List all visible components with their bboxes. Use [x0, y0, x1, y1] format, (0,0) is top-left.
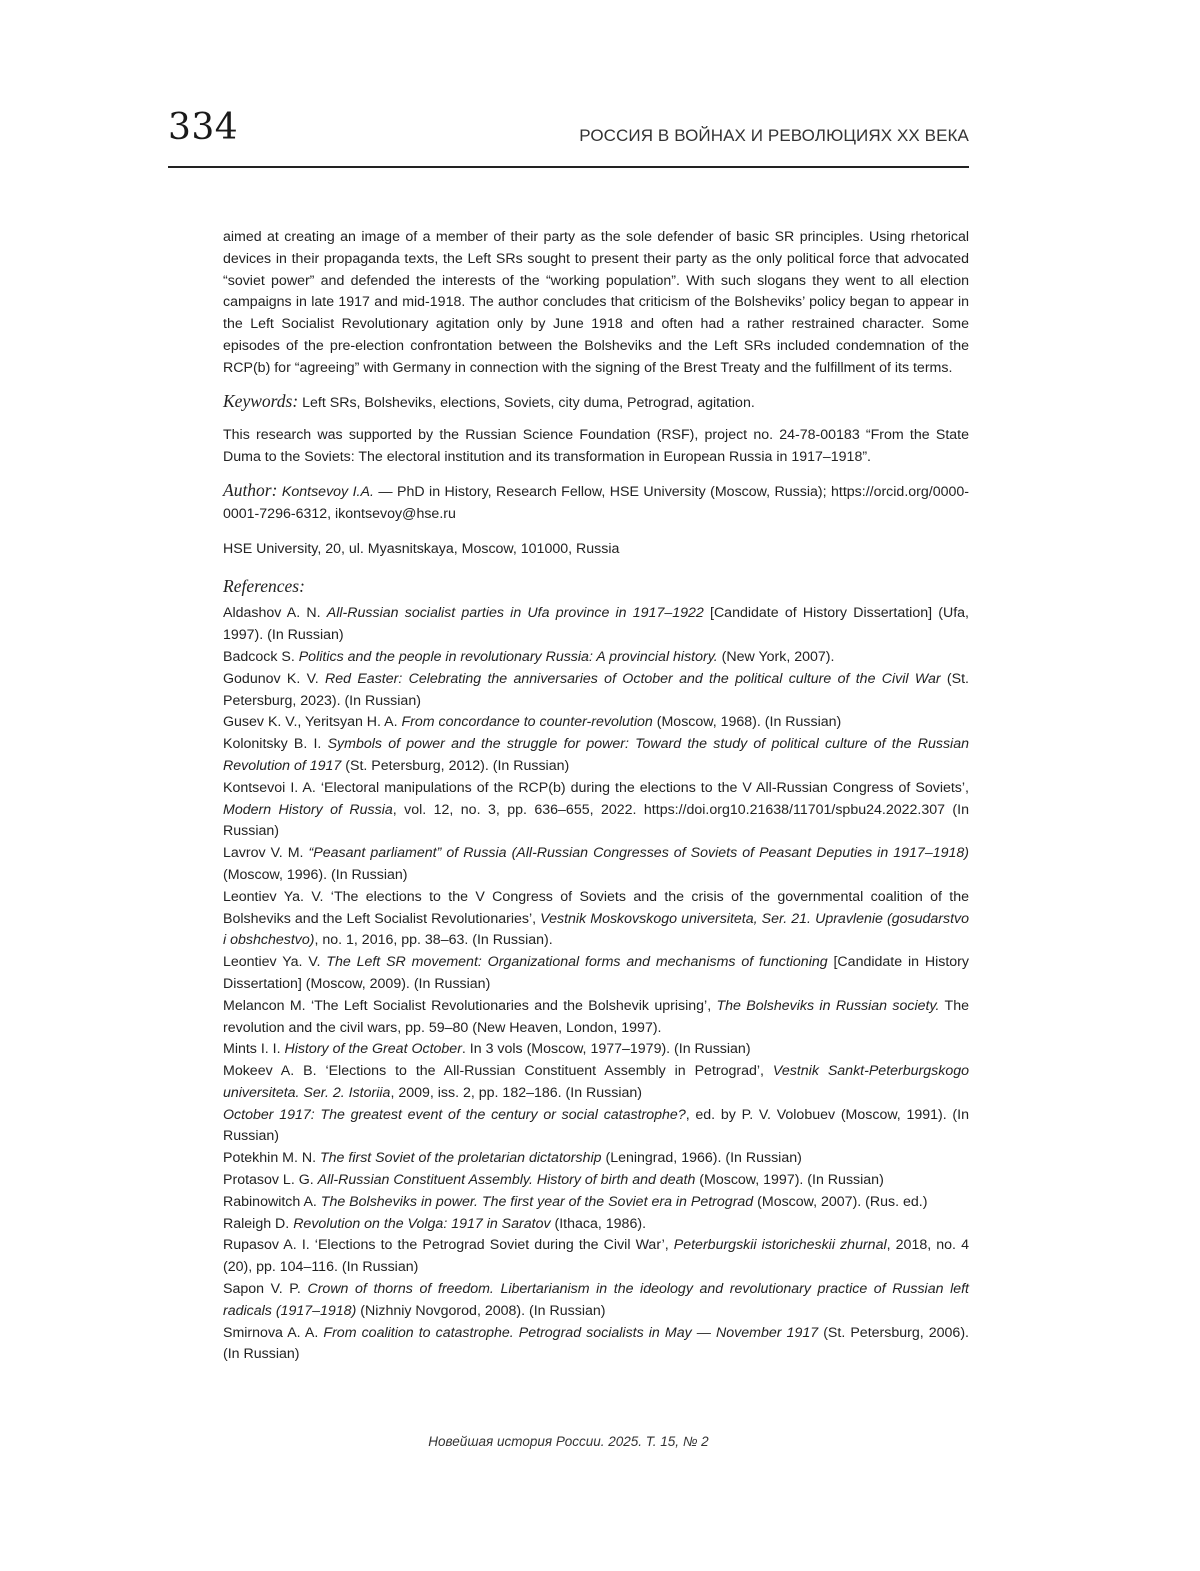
- reference-details: The revolution and the civil wars, pp. 59–80 (New Heaven, London, 1997).: [223, 997, 970, 1036]
- reference-details: (Moscow, 1997). (In Russian): [695, 1172, 884, 1189]
- reference-text: Aldashov A. N.: [223, 605, 327, 622]
- reference-text: Kolonitsky B. I.: [223, 736, 328, 753]
- reference-item: [223, 1061, 969, 1105]
- reference-item: [223, 1192, 969, 1214]
- reference-details: [Candidate of History Dissertation] (Ufa, 1997). (In Russian): [223, 605, 969, 644]
- author-details: — PhD in History, Research Fellow, HSE University (Moscow, Russia); https://orcid.org/0000-0001-7296-6312, ikontsevoy@hse.ru: [223, 483, 969, 522]
- funding-note: This research was supported by the Russian Science Foundation (RSF), project no. 24-78-00183 “From the State Duma to the Soviets: The electoral institution and its transformation in European Russia in 1917–1918”.: [223, 427, 969, 466]
- reference-title: The Bolsheviks in power. The first year of the Soviet era in Petrograd: [320, 1193, 754, 1210]
- references-list: [223, 603, 969, 1366]
- reference-title: The first Soviet of the proletarian dictatorship: [320, 1150, 602, 1167]
- reference-item: [223, 1148, 969, 1170]
- reference-details: (St. Petersburg, 2006). (In Russian): [223, 1324, 969, 1363]
- reference-details: (St. Petersburg, 2023). (In Russian): [223, 670, 970, 709]
- keywords: [223, 391, 969, 415]
- keywords-label: Keywords:: [223, 390, 299, 411]
- reference-details: (New York, 2007).: [717, 648, 835, 665]
- reference-title: Red Easter: Celebrating the anniversaries of October and the political culture of the Civil War: [325, 670, 941, 687]
- reference-details: (Moscow, 1968). (In Russian): [652, 714, 842, 731]
- reference-text: Mokeev A. B. ‘Elections to the All-Russian Constituent Assembly in Petrograd’,: [223, 1063, 773, 1080]
- reference-title: The Bolsheviks in Russian society.: [716, 997, 940, 1014]
- reference-details: (Leningrad, 1966). (In Russian): [601, 1150, 802, 1167]
- reference-item: [223, 1279, 969, 1323]
- reference-title: Vestnik Moskovskogo universiteta, Ser. 21. Upravlenie (gosudarstvo i obshchestvo): [223, 910, 970, 949]
- reference-title: All-Russian Constituent Assembly. History of birth and death: [317, 1172, 696, 1189]
- reference-text: Melancon M. ‘The Left Socialist Revolutionaries and the Bolshevik uprising’,: [223, 997, 717, 1014]
- reference-title: Modern History of Russia: [223, 801, 393, 818]
- reference-details: (Moscow, 1996). (In Russian): [223, 866, 408, 883]
- reference-title: Vestnik Sankt-Peterburgskogo universiteta. Ser. 2. Istoriia: [223, 1063, 970, 1101]
- keywords-text: Left SRs, Bolsheviks, elections, Soviets, city duma, Petrograd, agitation.: [302, 394, 755, 411]
- author-info: [223, 480, 969, 526]
- reference-title: Politics and the people in revolutionary Russia: A provincial history.: [298, 648, 718, 665]
- reference-title: History of the Great October: [284, 1041, 462, 1058]
- reference-details: . In 3 vols (Moscow, 1977–1979). (In Russian): [461, 1041, 751, 1058]
- reference-text: Rupasov A. I. ‘Elections to the Petrograd Soviet during the Civil War’,: [223, 1237, 674, 1254]
- reference-item: [223, 952, 969, 996]
- reference-item: [223, 669, 969, 713]
- reference-details: , 2018, no. 4 (20), pp. 104–116. (In Russian): [223, 1237, 969, 1276]
- reference-title: From coalition to catastrophe. Petrograd socialists in May — November 1917: [323, 1324, 819, 1341]
- abstract-paragraph: aimed at creating an image of a member of their party as the sole defender of basic SR principles. Using rhetorical devices in their propaganda texts, the Left SRs sought to present their party as the only political force that advocated “soviet power” and defended the interests of the “working population”. With such slogans they went to all election campaigns in late 1917 and mid-1918. The author concludes that criticism of the Bolsheviks’ policy began to appear in the Left Socialist Revolutionary agitation only by June 1918 and often had a rather restrained character. Some episodes of the pre-election confrontation between the Bolsheviks and the Left SRs included condemnation of the RCP(b) for “agreeing” with Germany in connection with the signing of the Brest Treaty and the fulfillment of its terms.: [223, 229, 969, 376]
- reference-text: Leontiev Ya. V.: [223, 954, 327, 971]
- reference-item: [223, 1235, 969, 1279]
- reference-details: [Candidate in History Dissertation] (Moscow, 2009). (In Russian): [223, 954, 969, 992]
- reference-text: Raleigh D.: [223, 1215, 294, 1232]
- reference-title: Peterburgskii istoricheskii zhurnal: [673, 1237, 887, 1254]
- reference-title: All-Russian socialist parties in Ufa province in 1917–1922: [326, 605, 704, 622]
- reference-item: [223, 1039, 969, 1061]
- reference-details: , no. 1, 2016, pp. 38–63. (In Russian).: [314, 932, 553, 949]
- reference-text: Mints I. I.: [223, 1041, 285, 1058]
- reference-title: Symbols of power and the struggle for power: Toward the study of political culture of the Russian Revolution of 1917: [223, 736, 969, 774]
- reference-item: [223, 1170, 969, 1192]
- header-rule: [168, 166, 969, 168]
- reference-item: [223, 647, 969, 669]
- affiliation-address: HSE University, 20, ul. Myasnitskaya, Moscow, 101000, Russia: [223, 540, 620, 557]
- reference-item: [223, 734, 969, 778]
- reference-title: Revolution on the Volga: 1917 in Saratov: [293, 1215, 551, 1232]
- reference-text: Sapon V. P.: [223, 1281, 308, 1298]
- page-header: [168, 106, 969, 168]
- references-label: References:: [223, 576, 305, 597]
- reference-text: Lavrov V. M.: [223, 845, 309, 862]
- reference-item: [223, 1214, 969, 1236]
- reference-text: Leontiev Ya. V. ‘The elections to the V Congress of Soviets and the crisis of the governmental coalition of the Bolsheviks and the Left Socialist Revolutionaries’,: [223, 888, 969, 927]
- reference-details: (St. Petersburg, 2012). (In Russian): [341, 757, 570, 774]
- page-footer: Новейшая история России. 2025. Т. 15, № 2: [428, 1434, 709, 1449]
- author-label: Author:: [223, 479, 278, 500]
- author-name: Kontsevoy I.A.: [281, 483, 374, 500]
- references-heading: [223, 574, 969, 600]
- reference-details: (Moscow, 2007). (Rus. ed.): [753, 1193, 928, 1210]
- reference-item: [223, 843, 969, 887]
- reference-details: (Nizhniy Novgorod, 2008). (In Russian): [356, 1302, 606, 1319]
- reference-title: October 1917: The greatest event of the century or social catastrophe?: [223, 1106, 686, 1123]
- reference-title: The Left SR movement: Organizational forms and mechanisms of functioning: [326, 954, 828, 971]
- reference-text: Potekhin M. N.: [223, 1150, 320, 1167]
- reference-text: Badcock S.: [223, 648, 299, 665]
- running-head: РОССИЯ В ВОЙНАХ И РЕВОЛЮЦИЯХ XX ВЕКА: [579, 126, 969, 145]
- reference-item: [223, 778, 969, 843]
- reference-item: [223, 603, 969, 647]
- reference-item: [223, 1105, 969, 1149]
- reference-text: Kontsevoi I. A. ‘Electoral manipulations of the RCP(b) during the elections to the V All-Russian Congress of Soviets’,: [223, 779, 969, 796]
- reference-text: Smirnova A. A.: [223, 1324, 324, 1341]
- reference-item: [223, 1323, 969, 1367]
- reference-item: [223, 996, 969, 1040]
- reference-item: [223, 887, 969, 952]
- reference-details: , 2009, iss. 2, pp. 182–186. (In Russian): [390, 1084, 643, 1101]
- reference-title: Crown of thorns of freedom. Libertarianism in the ideology and revolutionary practice of Russian left radicals (1917–1918): [223, 1281, 969, 1319]
- reference-text: Rabinowitch A.: [223, 1193, 321, 1210]
- reference-text: Godunov K. V.: [223, 670, 326, 687]
- article-content: [223, 227, 969, 1366]
- page-number: 334: [168, 107, 239, 148]
- reference-details: , ed. by P. V. Volobuev (Moscow, 1991). (In Russian): [223, 1106, 969, 1145]
- reference-title: From concordance to counter-revolution: [401, 714, 653, 731]
- reference-title: “Peasant parliament” of Russia (All-Russian Congresses of Soviets of Peasant Deputies in 1917–1918): [308, 845, 969, 862]
- reference-text: Protasov L. G.: [223, 1172, 318, 1189]
- reference-details: , vol. 12, no. 3, pp. 636–655, 2022. https://doi.org10.21638/11701/spbu24.2022.307 (In Russian): [223, 801, 969, 840]
- reference-text: Gusev K. V., Yeritsyan H. A.: [223, 714, 402, 731]
- reference-details: (Ithaca, 1986).: [550, 1215, 647, 1232]
- reference-item: [223, 712, 969, 734]
